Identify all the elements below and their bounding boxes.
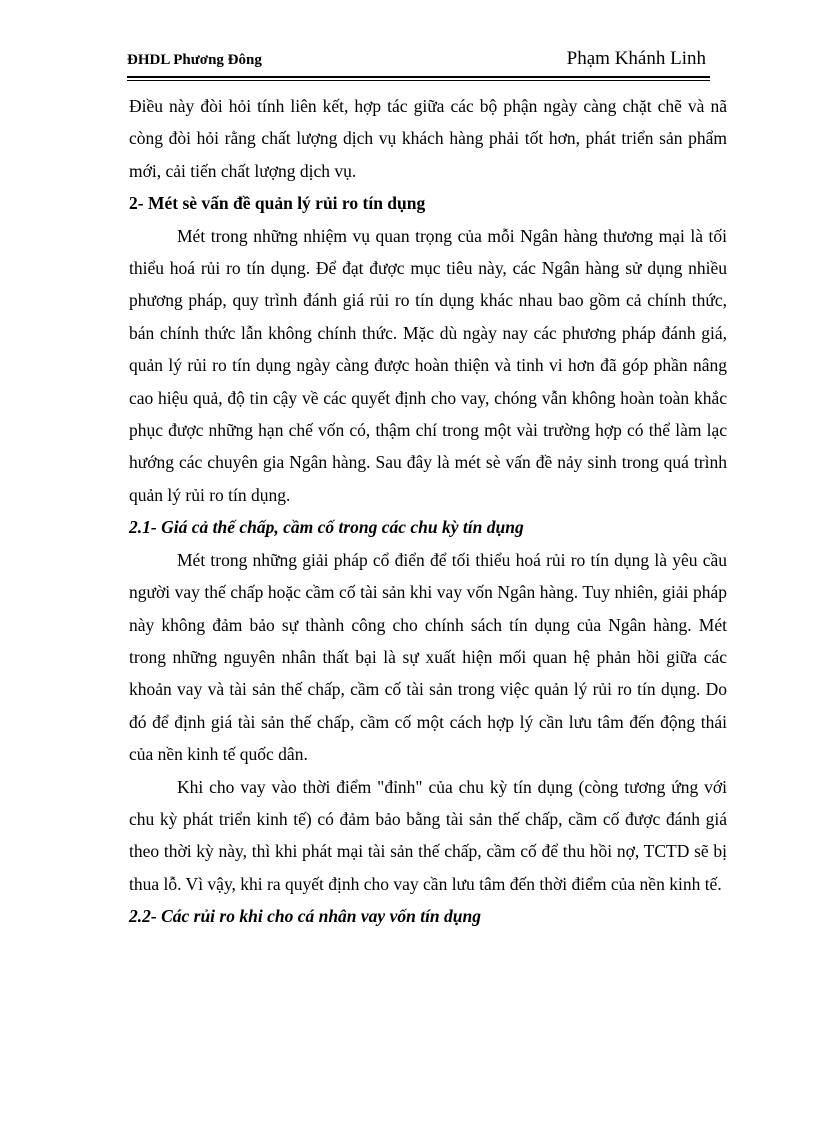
subsection-heading-2-2: 2.2- Các rủi ro khi cho cá nhân vay vốn tín dụng (129, 906, 481, 927)
paragraph-intro: Điều này đòi hỏi tính liên kết, hợp tác giữa các bộ phận ngày càng chặt chẽ và nã còng đòi hỏi rằng chất lượng dịch vụ khách hàng phải tốt hơn, phát triển sản phẩm mới, cải tiến chất lượng dịch vụ. (129, 96, 727, 181)
document-body (129, 90, 727, 933)
header-institution: ĐHDL Phương Đông (127, 52, 262, 68)
section-heading-2: 2- Mét sè vấn đề quản lý rủi ro tín dụng (129, 193, 426, 214)
header-rule-thin (127, 80, 710, 81)
paragraph-cycle-peak: Khi cho vay vào thời điểm "đỉnh" của chu kỳ tín dụng (còng tương ứng với chu kỳ phát triển kinh tế) có đảm bảo bằng tài sản thế chấp, cầm cố được đánh giá theo thời kỳ này, thì khi phát mại tài sản thế chấp, cầm cố để thu hồi nợ, TCTD sẽ bị thua lỗ. Vì vậy, khi ra quyết định cho vay cần lưu tâm đến thời điểm của nền kinh tế. (129, 776, 727, 894)
header-author: Phạm Khánh Linh (566, 48, 706, 69)
paragraph-collateral: Mét trong những giải pháp cổ điển để tối thiểu hoá rủi ro tín dụng là yêu cầu người vay thế chấp hoặc cầm cố tài sản khi vay vốn Ngân hàng. Tuy nhiên, giải pháp này không đảm bảo sự thành công cho chính sách tín dụng của Ngân hàng. Mét trong những nguyên nhân thất bại là sự xuất hiện mối quan hệ phản hồi giữa các khoản vay và tài sản thế chấp, cầm cố tài sản trong việc quản lý rủi ro tín dụng. Do đó để định giá tài sản thế chấp, cầm cố một cách hợp lý cần lưu tâm đến động thái của nền kinh tế quốc dân. (129, 549, 727, 765)
subsection-heading-2-1: 2.1- Giá cả thế chấp, cầm cố trong các chu kỳ tín dụng (129, 517, 524, 538)
paragraph-credit-risk: Mét trong những nhiệm vụ quan trọng của mỗi Ngân hàng thương mại là tối thiểu hoá rủi ro tín dụng. Để đạt được mục tiêu này, các Ngân hàng sử dụng nhiều phương pháp, quy trình đánh giá rủi ro tín dụng khác nhau bao gồm cả chính thức, bán chính thức lẫn không chính thức. Mặc dù ngày nay các phương pháp đánh giá, quản lý rủi ro tín dụng ngày càng được hoàn thiện và tinh vi hơn đã góp phần nâng cao hiệu quả, độ tin cậy về các quyết định cho vay, chóng vẫn không hoàn toàn khắc phục được những hạn chế vốn có, thậm chí trong một vài trường hợp có thể làm lạc hướng các chuyên gia Ngân hàng. Sau đây là mét sè vấn đề nảy sinh trong quá trình quản lý rủi ro tín dụng. (129, 225, 727, 505)
page-header (127, 48, 710, 78)
header-rule-thick (127, 76, 710, 78)
